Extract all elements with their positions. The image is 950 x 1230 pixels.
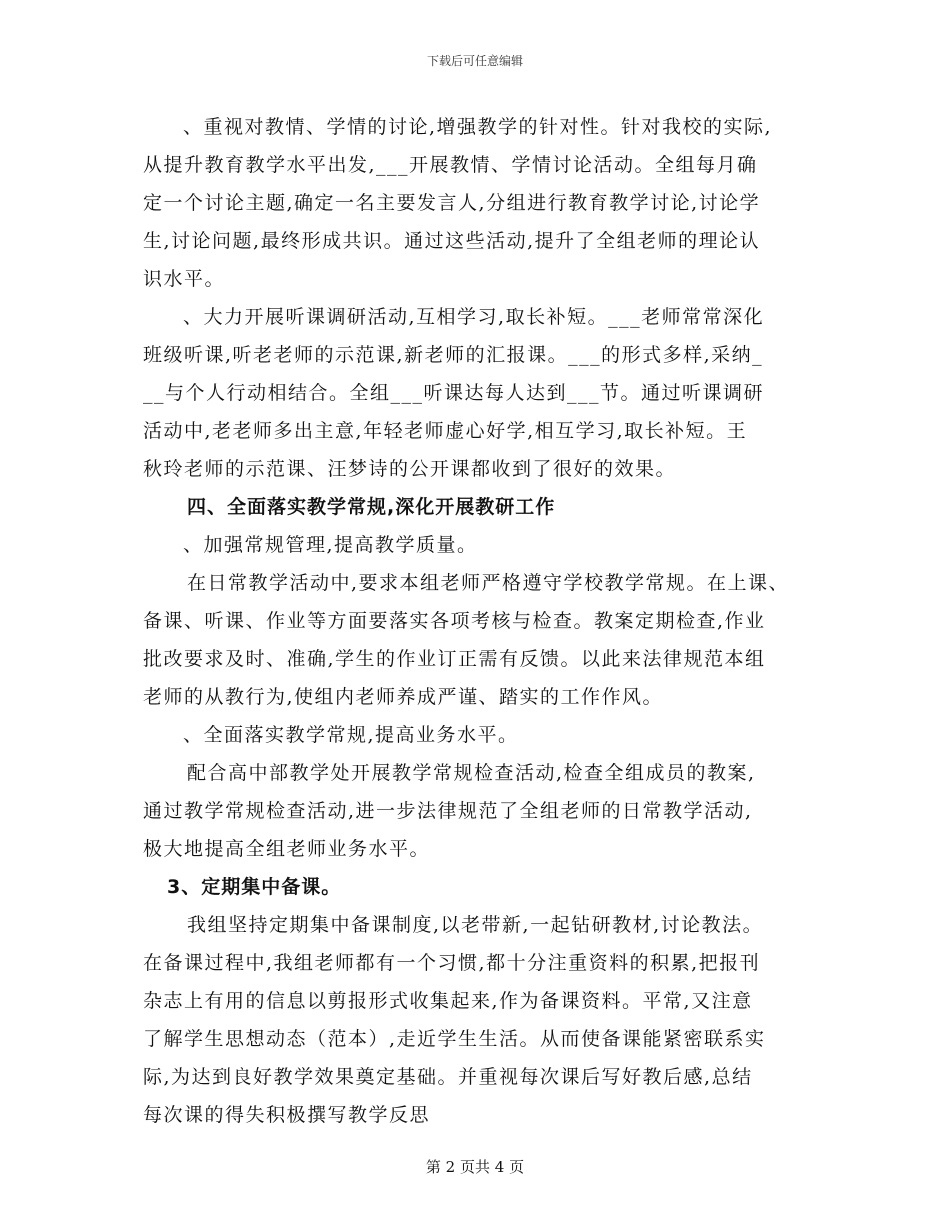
paragraph-line: 批改要求及时、准确,学生的作业订正需有反馈。以此来法律规范本组 [143, 648, 766, 670]
paragraph-line: 通过教学常规检查活动,进一步法律规范了全组老师的日常教学活动, [143, 800, 753, 822]
paragraph-line: 识水平。 [143, 268, 226, 290]
paragraph-line: 活动中,老老师多出主意,年轻老师虚心好学,相互学习,取长补短。王 [143, 420, 748, 442]
paragraph-line: 定一个讨论主题,确定一名主要发言人,分组进行教育教学讨论,讨论学 [143, 192, 761, 214]
paragraph-line: 杂志上有用的信息以剪报形式收集起来,作为备课资料。平常,又注意 [143, 990, 753, 1012]
page-footer: 第 2 页共 4 页 [425, 1158, 525, 1176]
page-header: 下载后可任意编辑 [426, 54, 523, 68]
paragraph-line: 极大地提高全组老师业务水平。 [143, 838, 431, 860]
paragraph-line: 在日常教学活动中,要求本组老师严格遵守学校教学常规。在上课、 [187, 572, 790, 594]
paragraph-line: __与个人行动相结合。全组___听课达每人达到___节。通过听课调研 [143, 382, 765, 404]
paragraph-line: 秋玲老师的示范课、汪梦诗的公开课都收到了很好的效果。 [143, 458, 677, 480]
paragraph-line: 班级听课,听老老师的示范课,新老师的汇报课。___的形式多样,采纳_ [143, 344, 764, 366]
subsection-heading: 、加强常规管理,提高教学质量。 [183, 534, 478, 556]
paragraph-line: 每次课的得失积极撰写教学反思 [143, 1104, 431, 1126]
paragraph-line: 、大力开展听课调研活动,互相学习,取长补短。___老师常常深化 [183, 306, 765, 328]
paragraph-line: 老师的从教行为,使组内老师养成严谨、踏实的工作作风。 [143, 686, 664, 708]
paragraph-line: 、重视对教情、学情的讨论,增强教学的针对性。针对我校的实际, [183, 116, 773, 138]
paragraph-line: 生,讨论问题,最终形成共识。通过这些活动,提升了全组老师的理论认 [143, 230, 761, 252]
subsection-heading: 3、定期集中备课。 [167, 876, 342, 898]
paragraph-line: 了解学生思想动态（范本）,走近学生生活。从而使备课能紧密联系实 [143, 1028, 766, 1050]
paragraph-line: 配合高中部教学处开展教学常规检查活动,检查全组成员的教案, [187, 762, 756, 784]
paragraph-line: 备课、听课、作业等方面要落实各项考核与检查。教案定期检查,作业 [143, 610, 766, 632]
subsection-heading: 、全面落实教学常规,提高业务水平。 [183, 724, 519, 746]
paragraph-line: 际,为达到良好教学效果奠定基础。并重视每次课后写好教后感,总结 [143, 1066, 753, 1088]
paragraph-line: 从提升教育教学水平出发,___开展教情、学情讨论活动。全组每月确 [143, 154, 758, 176]
section-heading: 四、全面落实教学常规,深化开展教研工作 [187, 496, 556, 518]
paragraph-line: 我组坚持定期集中备课制度,以老带新,一起钻研教材,讨论教法。 [187, 914, 764, 936]
paragraph-line: 在备课过程中,我组老师都有一个习惯,都十分注重资料的积累,把报刊 [143, 952, 761, 974]
